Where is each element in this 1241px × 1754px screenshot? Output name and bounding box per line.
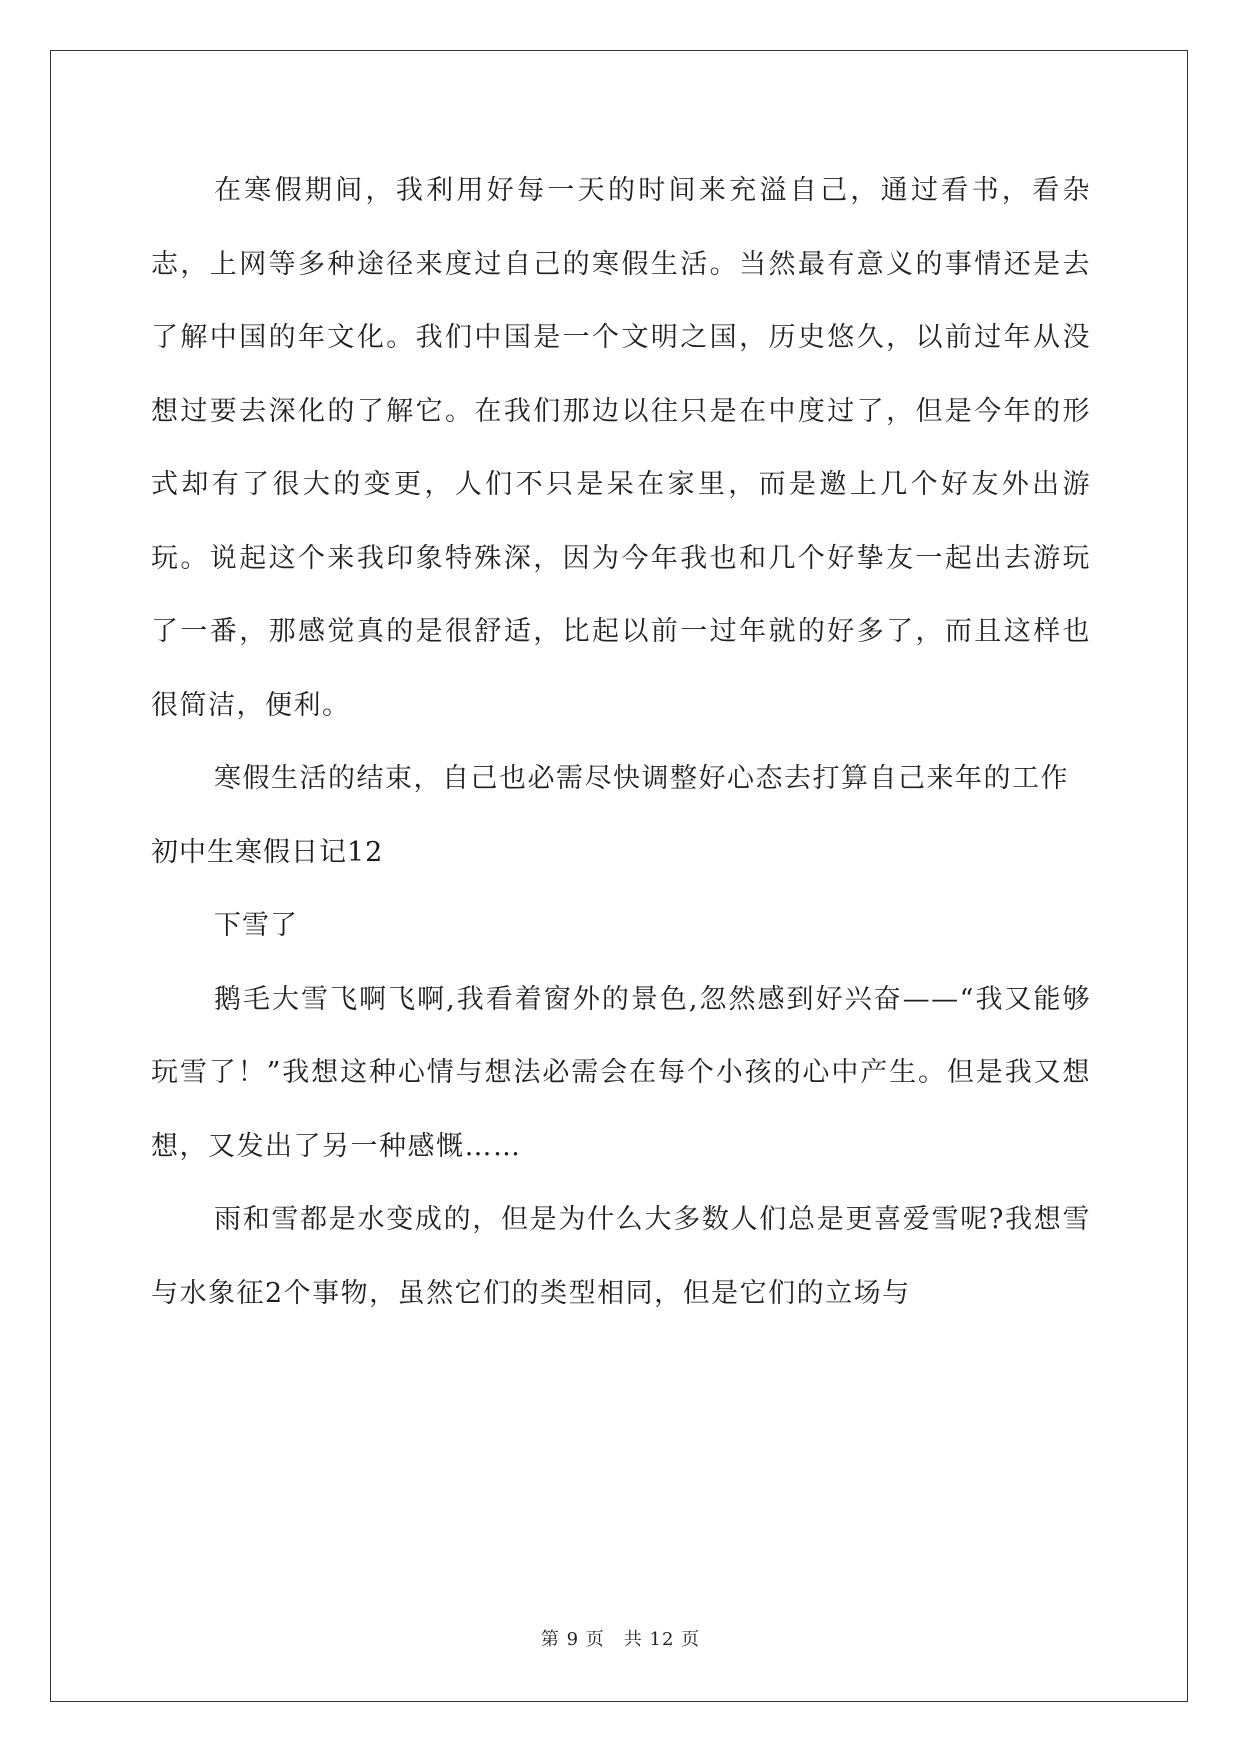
body-paragraph: 鹅毛大雪飞啊飞啊,我看着窗外的景色,忽然感到好兴奋——“我又能够玩雪了！”我想这种心情与想法必需会在每个小孩的心中产生。但是我又想想，又发出了另一种感慨…… xyxy=(151,983,1091,1162)
entry-title: 下雪了 xyxy=(214,910,298,941)
body-paragraph: 雨和雪都是水变成的，但是为什么大多数人们总是更喜爱雪呢?我想雪与水象征2个事物，虽然它们的类型相同，但是它们的立场与 xyxy=(151,1204,1091,1309)
document-body xyxy=(151,154,1091,1330)
diary-heading: 初中生寒假日记12 xyxy=(151,836,384,868)
page-number-footer: 第 9 页 共 12 页 xyxy=(540,1629,701,1650)
body-paragraph: 寒假生活的结束，自己也必需尽快调整好心态去打算自己来年的工作 xyxy=(214,763,1069,794)
body-paragraph: 在寒假期间，我利用好每一天的时间来充溢自己，通过看书，看杂志，上网等多种途径来度过自己的寒假生活。当然最有意义的事情还是去了解中国的年文化。我们中国是一个文明之国，历史悠久，以前过年从没想过要去深化的了解它。在我们那边以往只是在中度过了，但是今年的形式却有了很大的变更，人们不只是呆在家里，而是邀上几个好友外出游玩。说起这个来我印象特殊深，因为今年我也和几个好挚友一起出去游玩了一番，那感觉真的是很舒适，比起以前一过年就的好多了，而且这样也很简洁，便利。 xyxy=(151,175,1091,721)
